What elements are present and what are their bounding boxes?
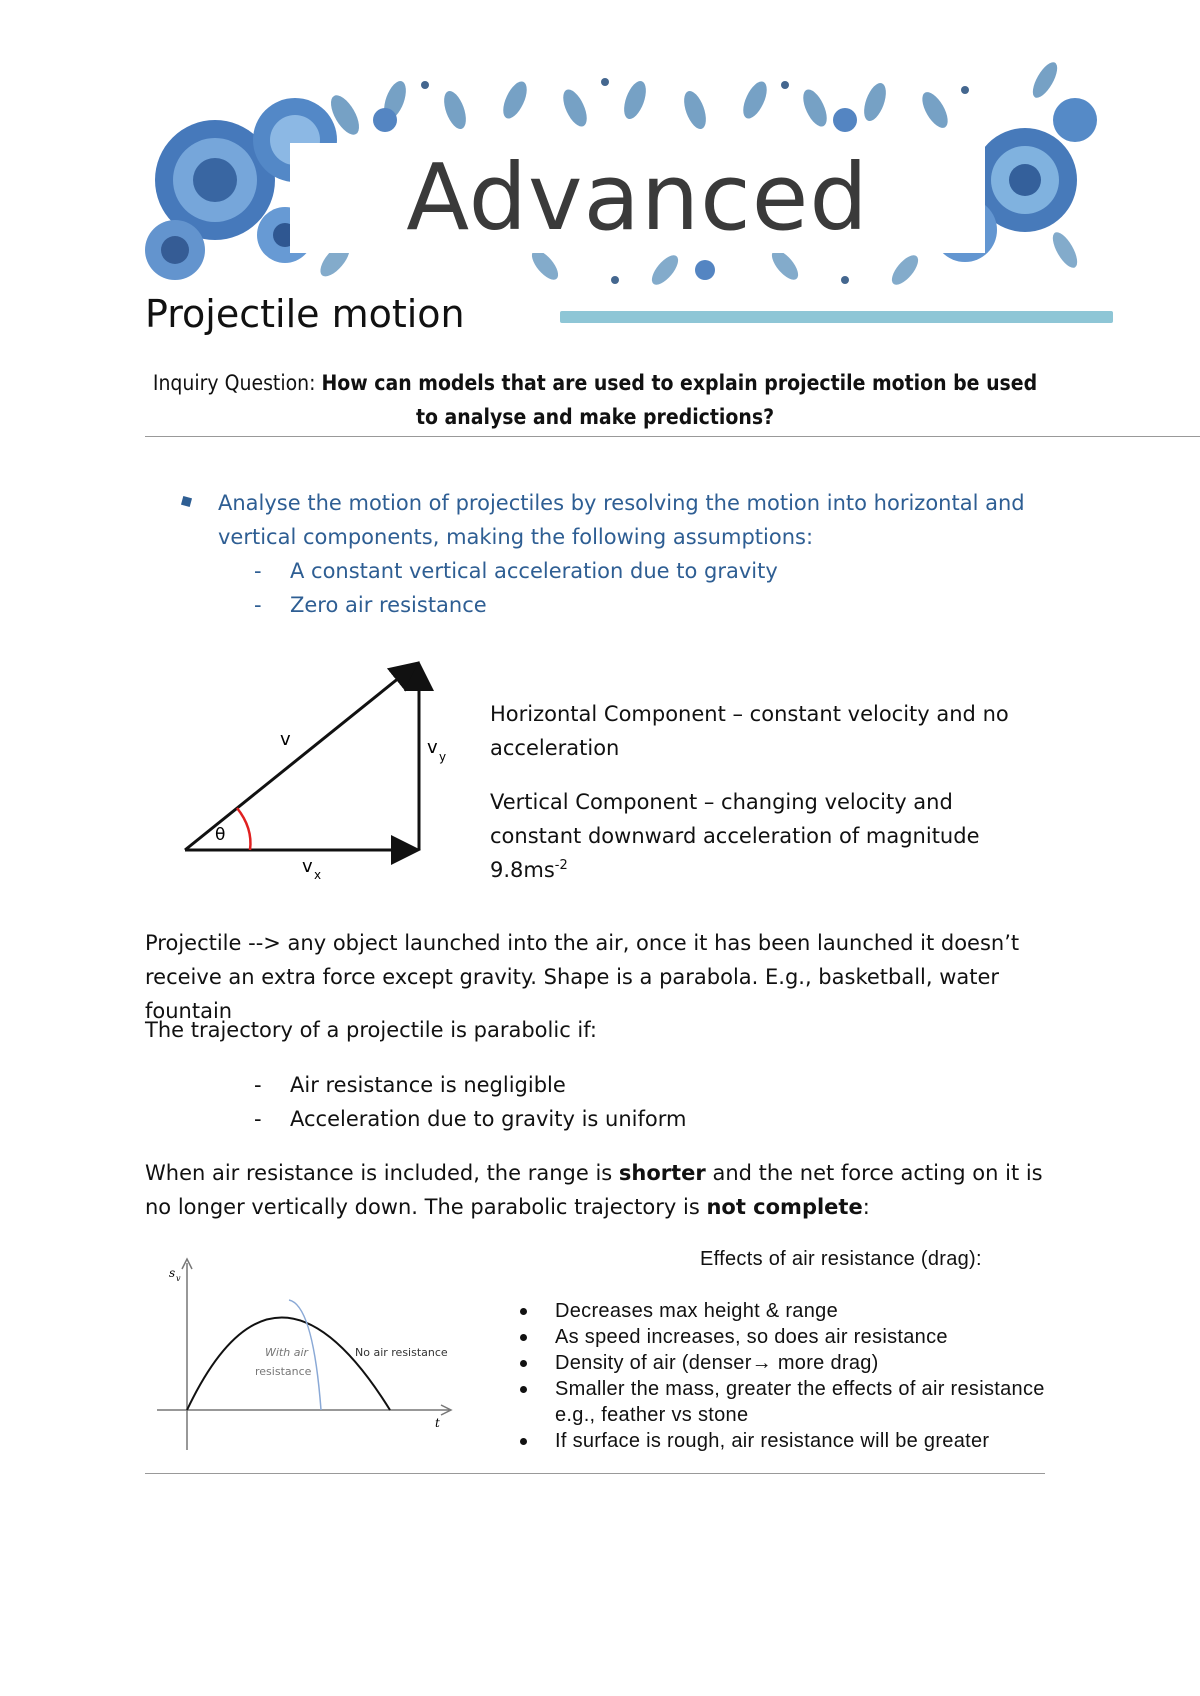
no-air-resistance-curve xyxy=(187,1318,390,1411)
assumption-item: A constant vertical acceleration due to gravity xyxy=(290,559,778,583)
vx-label: v xyxy=(302,856,313,877)
vy-label: v xyxy=(427,737,438,758)
condition-item: Acceleration due to gravity is uniform xyxy=(290,1107,687,1131)
effect-item: Decreases max height & range xyxy=(555,1300,838,1322)
bold-run: shorter xyxy=(618,1161,706,1185)
bullet-icon xyxy=(520,1386,527,1393)
dash-marker: - xyxy=(254,593,262,617)
bold-run: not complete xyxy=(706,1195,863,1219)
resultant-vector xyxy=(185,665,415,850)
no-air-label: No air resistance xyxy=(355,1346,448,1359)
dash-marker: - xyxy=(254,1073,262,1097)
vy-subscript: y xyxy=(439,750,447,764)
y-axis-subscript: v xyxy=(176,1274,181,1283)
effects-title: Effects of air resistance (drag): xyxy=(700,1248,982,1270)
x-axis-label: t xyxy=(435,1416,440,1430)
condition-item: Air resistance is negligible xyxy=(290,1073,566,1097)
text-run: When air resistance is included, the range is xyxy=(145,1161,619,1185)
effect-item: Density of air (denser→ more drag) xyxy=(555,1352,879,1374)
banner-title: Advanced xyxy=(406,144,869,251)
with-air-label-line1: With air xyxy=(265,1346,309,1359)
dash-marker: - xyxy=(254,1107,262,1131)
air-resistance-graph xyxy=(155,1255,455,1455)
inquiry-text: How can models that are used to explain projectile motion be used to analyse and make predictions? xyxy=(321,371,1038,429)
effect-item: Smaller the mass, greater the effects of air resistance e.g., feather vs stone xyxy=(555,1378,1080,1426)
vx-subscript: x xyxy=(314,868,322,882)
bullet-icon xyxy=(520,1334,527,1341)
bullet-icon xyxy=(181,496,192,507)
horizontal-component-text: Horizontal Component – constant velocity and no acceleration xyxy=(490,702,1009,760)
bullet-icon xyxy=(520,1308,527,1315)
vertical-component-text xyxy=(490,785,1050,887)
title-underline-bar xyxy=(560,311,1113,323)
dash-marker: - xyxy=(254,559,262,583)
banner-title-box xyxy=(290,143,985,253)
syllabus-point: Analyse the motion of projectiles by resolving the motion into horizontal and vertical components, making the following assumptions: xyxy=(218,491,1025,549)
bullet-icon xyxy=(520,1438,527,1445)
velocity-triangle-diagram xyxy=(175,650,445,880)
vertical-component-main: Vertical Component – changing velocity and constant downward acceleration of magnitude 9.8ms xyxy=(490,790,980,882)
inquiry-label: Inquiry Question: xyxy=(152,371,322,395)
divider xyxy=(145,1473,1045,1474)
assumption-item: Zero air resistance xyxy=(290,593,487,617)
projectile-definition: Projectile --> any object launched into the air, once it has been launched it doesn’t receive an extra force except gravity. Shape is a parabola. E.g., basketball, water fountain xyxy=(145,931,1020,1023)
divider xyxy=(145,436,1200,437)
theta-label: θ xyxy=(215,825,226,845)
inquiry-question xyxy=(145,366,1045,434)
effect-item: If surface is rough, air resistance will be greater xyxy=(555,1430,990,1452)
text-run: : xyxy=(862,1195,870,1219)
text-run: and the net force acting on it is no longer vertically down. The parabolic trajectory is xyxy=(145,1161,1043,1219)
angle-arc xyxy=(237,808,250,850)
y-axis-label: s xyxy=(169,1266,176,1280)
effect-item: As speed increases, so does air resistance xyxy=(555,1326,948,1348)
page-title: Projectile motion xyxy=(145,292,465,336)
bullet-icon xyxy=(520,1360,527,1367)
air-resistance-paragraph xyxy=(145,1156,1065,1224)
with-air-label-line2: resistance xyxy=(255,1365,312,1378)
v-label: v xyxy=(280,729,291,750)
parabolic-condition-intro: The trajectory of a projectile is parabolic if: xyxy=(145,1018,597,1042)
exponent: -2 xyxy=(554,858,568,873)
